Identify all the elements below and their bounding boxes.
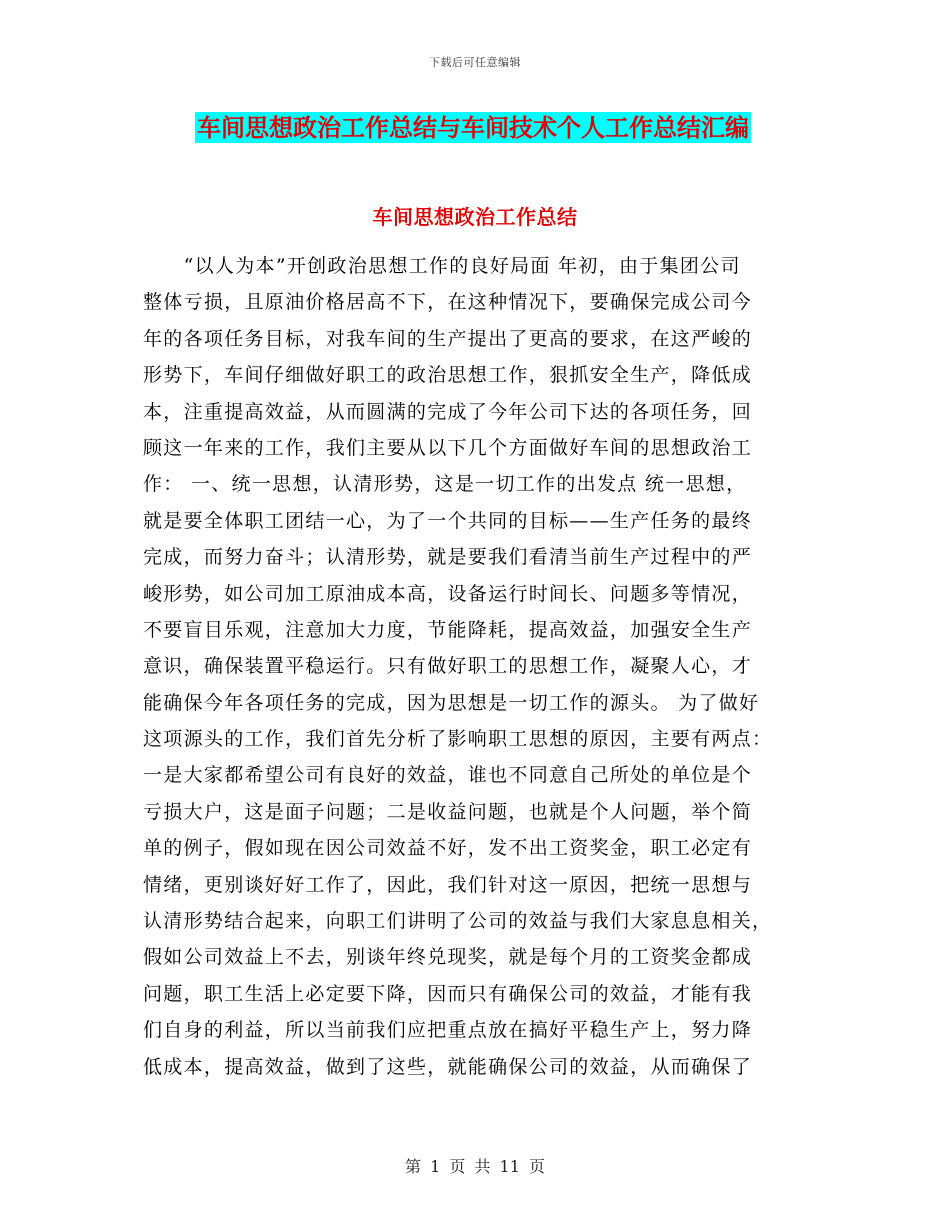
text-line: 年的各项任务目标，对我车间的生产提出了更高的要求，在这严峻的 (143, 327, 753, 350)
text-line: 就是要全体职工团结一心，为了一个共同的目标——生产任务的最终 (143, 509, 753, 532)
text-line: 情绪，更别谈好好工作了，因此，我们针对这一原因，把统一思想与 (143, 873, 753, 896)
text-line: 认清形势结合起来，向职工们讲明了公司的效益与我们大家息息相关， (143, 910, 773, 933)
text-line: 本，注重提高效益，从而圆满的完成了今年公司下达的各项任务，回 (143, 400, 753, 423)
text-line: 假如公司效益上不去，别谈年终兑现奖，就是每个月的工资奖金都成 (143, 946, 753, 969)
text-line: 亏损大户，这是面子问题；二是收益问题，也就是个人问题，举个简 (143, 800, 753, 823)
text-line: 单的例子，假如现在因公司效益不好，发不出工资奖金，职工必定有 (143, 837, 753, 860)
text-line: “以人为本”开创政治思想工作的良好局面 年初，由于集团公司 (143, 255, 741, 277)
text-line: 们自身的利益，所以当前我们应把重点放在搞好平稳生产上，努力降 (143, 1019, 753, 1042)
document-title: 车间思想政治工作总结与车间技术个人工作总结汇编 (197, 113, 749, 142)
body-text (143, 248, 808, 1085)
text-line: 作： 一、统一思想，认清形势，这是一切工作的出发点 统一思想， (143, 473, 747, 496)
text-line: 一是大家都希望公司有良好的效益，谁也不同意自己所处的单位是个 (143, 764, 753, 787)
text-line: 不要盲目乐观，注意加大力度，节能降耗，提高效益，加强安全生产 (143, 618, 753, 641)
text-line: 顾这一年来的工作，我们主要从以下几个方面做好车间的思想政治工 (143, 436, 753, 459)
text-line: 峻形势，如公司加工原油成本高，设备运行时间长、问题多等情况， (143, 582, 753, 605)
text-line: 能确保今年各项任务的完成，因为思想是一切工作的源头。 为了做好 (143, 691, 760, 714)
page-header-note: 下载后可任意编辑 (429, 56, 521, 69)
section-title: 车间思想政治工作总结 (372, 205, 578, 229)
text-line: 整体亏损，且原油价格居高不下，在这种情况下，要确保完成公司今 (143, 291, 753, 314)
text-line: 低成本，提高效益，做到了这些，就能确保公司的效益，从而确保了 (143, 1055, 753, 1078)
text-line: 意识，确保装置平稳运行。只有做好职工的思想工作，凝聚人心，才 (143, 655, 753, 678)
text-line: 完成，而努力奋斗；认清形势，就是要我们看清当前生产过程中的严 (143, 546, 753, 569)
text-line: 问题，职工生活上必定要下降，因而只有确保公司的效益，才能有我 (143, 982, 753, 1005)
page-number-footer: 第 1 页 共 11 页 (405, 1157, 545, 1176)
text-line: 这项源头的工作，我们首先分析了影响职工思想的原因，主要有两点： (143, 728, 773, 751)
text-line: 形势下，车间仔细做好职工的政治思想工作，狠抓安全生产，降低成 (143, 364, 753, 387)
